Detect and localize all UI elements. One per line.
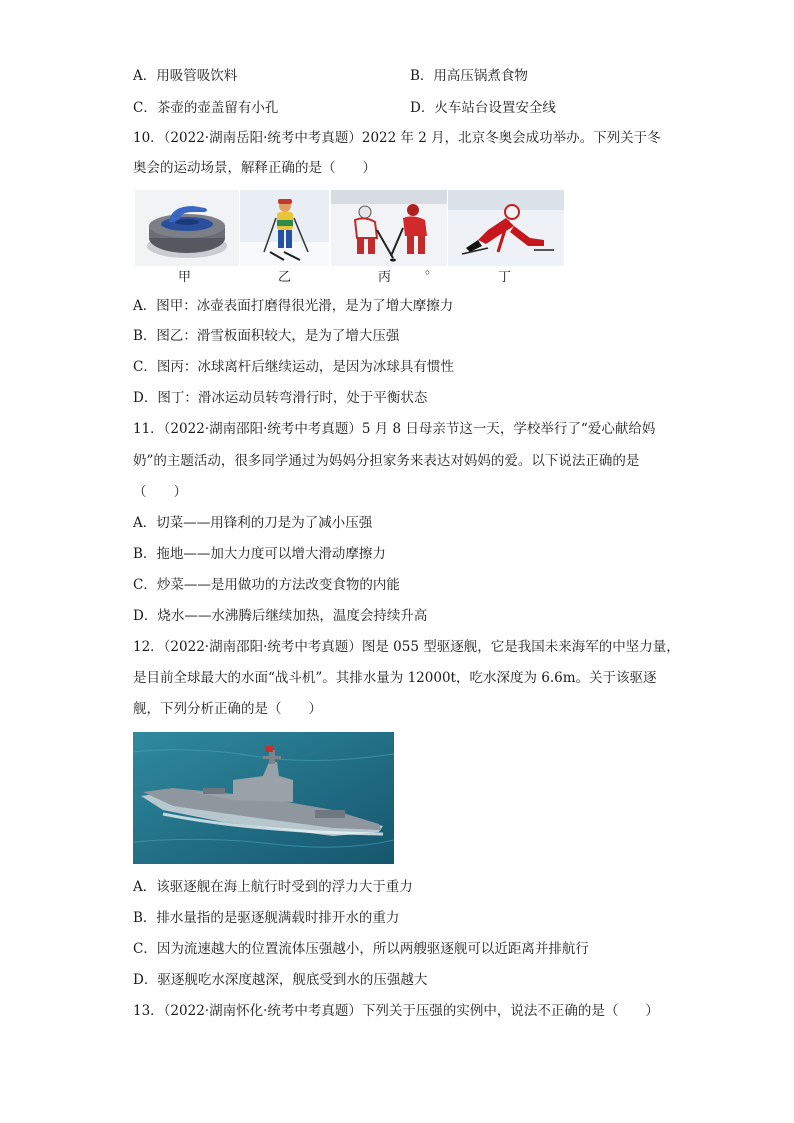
- image-label-yi: 乙: [278, 270, 292, 285]
- q11-stem-line1: 11．（2022·湖南邵阳·统考中考真题）5 月 8 日母亲节这一天，学校举行了“爱心献给妈: [133, 421, 656, 437]
- q9-option-a: A．用吸管吸饮料: [133, 68, 238, 84]
- image-label-dot: 。: [425, 262, 439, 277]
- q11-option-c: C．炒菜——是用做功的方法改变食物的内能: [133, 577, 400, 593]
- q12-stem-line2: 是目前全球最大的水面“战斗机”。其排水量为 12000t，吃水深度为 6.6m。关于该驱逐: [133, 670, 657, 686]
- curling-stone-image: [135, 190, 239, 266]
- q13-stem-line1: 13．（2022·湖南怀化·统考中考真题）下列关于压强的实例中，说法不正确的是（ ）: [133, 1003, 659, 1019]
- q12-option-d: D．驱逐舰吃水深度越深，舰底受到水的压强越大: [133, 972, 428, 988]
- q10-stem-line2: 奥会的运动场景，解释正确的是（ ）: [133, 160, 376, 176]
- q10-option-c: C．图丙：冰球离杆后继续运动，是因为冰球具有惯性: [133, 359, 454, 375]
- q12-option-c: C．因为流速越大的位置流体压强越小，所以两艘驱逐舰可以近距离并排航行: [133, 941, 589, 957]
- q11-stem-line3: （ ）: [133, 484, 187, 500]
- q10-option-a: A．图甲：冰壶表面打磨得很光滑，是为了增大摩擦力: [133, 298, 454, 314]
- q10-option-d: D．图丁：滑冰运动员转弯滑行时，处于平衡状态: [133, 390, 428, 406]
- ice-hockey-image: [331, 190, 447, 266]
- q11-option-b: B．拖地——加大力度可以增大滑动摩擦力: [133, 546, 386, 562]
- q9-option-b: B．用高压锅煮食物: [410, 68, 528, 84]
- destroyer-image: [133, 732, 394, 864]
- image-label-jia: 甲: [178, 270, 192, 285]
- q12-option-b: B．排水量指的是驱逐舰满载时排开水的重力: [133, 910, 400, 926]
- q11-stem-line2: 奶”的主题活动，很多同学通过为妈妈分担家务来表达对妈妈的爱。以下说法正确的是: [133, 453, 640, 469]
- q10-stem-line1: 10．（2022·湖南岳阳·统考中考真题）2022 年 2 月，北京冬奥会成功举办。下列关于冬: [133, 130, 661, 146]
- q12-stem-line3: 舰，下列分析正确的是（ ）: [133, 701, 322, 717]
- q11-option-d: D．烧水——水沸腾后继续加热，温度会持续升高: [133, 608, 428, 624]
- q11-option-a: A．切菜——用锋利的刀是为了减小压强: [133, 515, 373, 531]
- skier-image: [240, 190, 329, 266]
- speed-skater-image: [448, 190, 564, 266]
- q9-option-d: D．火车站台设置安全线: [410, 100, 556, 116]
- q12-option-a: A．该驱逐舰在海上航行时受到的浮力大于重力: [133, 879, 413, 895]
- q10-option-b: B．图乙：滑雪板面积较大，是为了增大压强: [133, 328, 400, 344]
- q12-stem-line1: 12．（2022·湖南邵阳·统考中考真题）图是 055 型驱逐舰，它是我国未来海军的中坚力量，: [133, 639, 680, 655]
- q9-option-c: C．茶壶的壶盖留有小孔: [133, 100, 279, 116]
- image-label-bing: 丙: [378, 270, 392, 285]
- image-label-ding: 丁: [498, 270, 512, 285]
